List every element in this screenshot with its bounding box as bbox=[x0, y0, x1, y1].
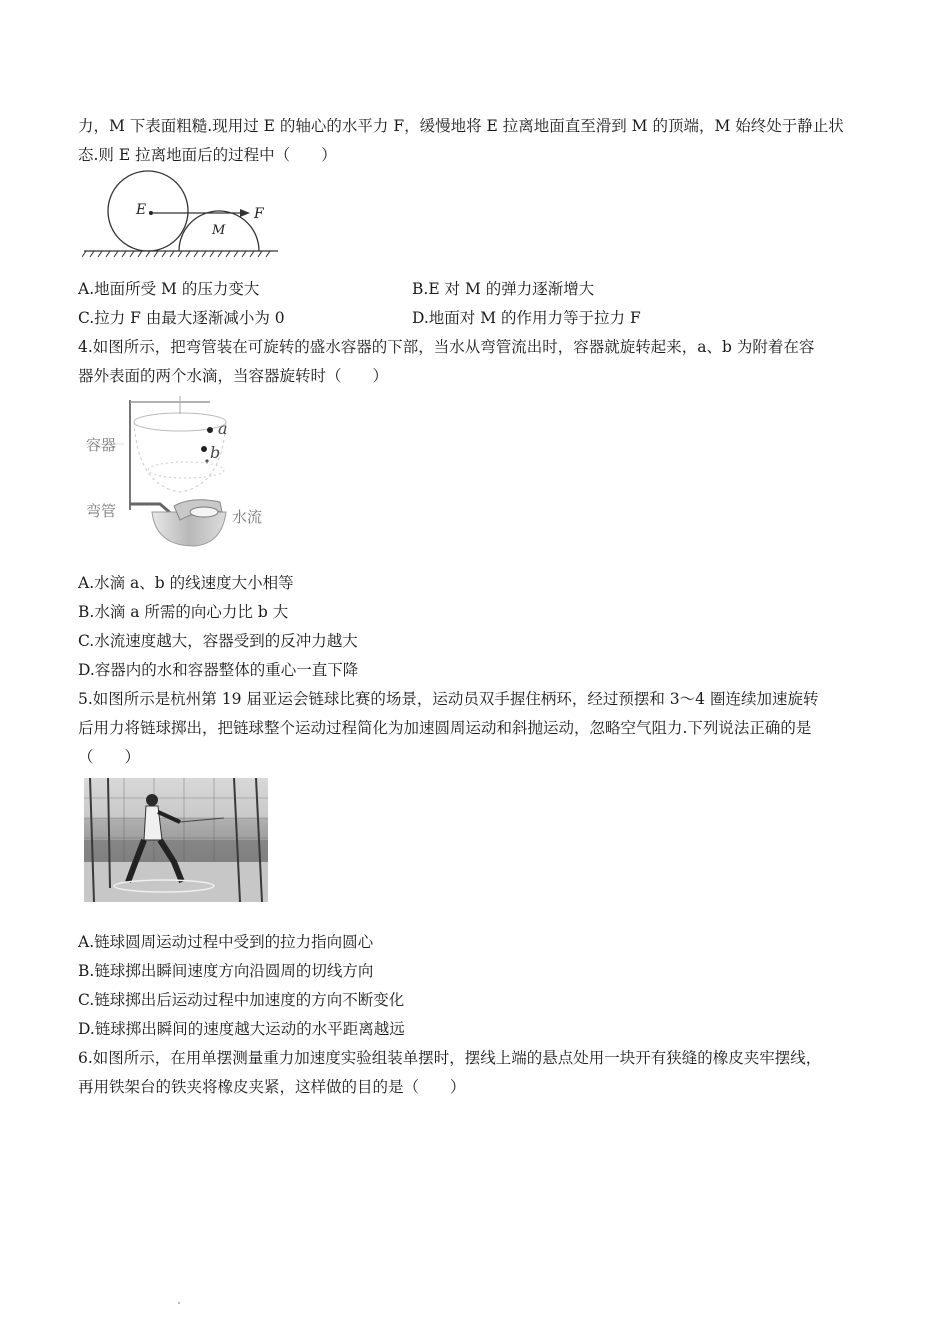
page-speck bbox=[178, 1302, 180, 1304]
force-f-arrowhead bbox=[240, 209, 250, 217]
label-m: M bbox=[212, 223, 226, 238]
q4-stem-line1: 4.如图所示，把弯管装在可旋转的盛水容器的下部，当水从弯管流出时，容器就旋转起来，a、b 为附着在容 bbox=[78, 338, 815, 356]
water-drop-b bbox=[201, 446, 207, 452]
water-drop-a bbox=[207, 427, 213, 433]
q3-stem-line1: 力，M 下表面粗糙.现用过 E 的轴心的水平力 F，缓慢地将 E 拉离地面直至滑到 M 的顶端，M 始终处于静止状 bbox=[78, 117, 844, 135]
container-band bbox=[148, 462, 224, 478]
nozzle bbox=[190, 507, 218, 517]
label-b: b bbox=[210, 443, 221, 462]
q5-option-c[interactable]: C.链球掷出后运动过程中加速度的方向不断变化 bbox=[78, 991, 405, 1009]
q3-option-a[interactable]: A.地面所受 M 的压力变大 bbox=[78, 280, 260, 298]
q4-option-d[interactable]: D.容器内的水和容器整体的重心一直下降 bbox=[78, 661, 359, 679]
q6-stem-line1: 6.如图所示，在用单摆测量重力加速度实验组装单摆时，摆线上端的悬点处用一块开有狭缝的橡皮夹牢摆线， bbox=[78, 1049, 822, 1067]
label-container: 容器 bbox=[86, 436, 117, 454]
label-f: F bbox=[254, 206, 264, 222]
q5-option-d[interactable]: D.链球掷出瞬间的速度越大运动的水平距离越远 bbox=[78, 1020, 405, 1038]
q6-stem-line2: 再用铁架台的铁夹将橡皮夹紧，这样做的目的是（ ） bbox=[78, 1078, 466, 1096]
q3-figure-cylinder-block bbox=[82, 170, 282, 262]
q3-stem-line2: 态.则 E 拉离地面后的过程中（ ） bbox=[78, 146, 337, 164]
label-a: a bbox=[218, 419, 228, 438]
q3-option-b[interactable]: B.E 对 M 的弹力逐渐增大 bbox=[412, 280, 595, 298]
label-bent-pipe: 弯管 bbox=[86, 502, 117, 520]
cylinder-e bbox=[108, 171, 188, 251]
q5-photo-hammer-throw bbox=[84, 778, 268, 902]
q4-option-a[interactable]: A.水滴 a、b 的线速度大小相等 bbox=[78, 574, 294, 592]
label-water-flow: 水流 bbox=[232, 508, 263, 526]
q5-stem-line1: 5.如图所示是杭州第 19 届亚运会链球比赛的场景，运动员双手握住柄环，经过预摆和 3～4 圈连续加速旋转 bbox=[78, 690, 819, 708]
q4-figure-rotating-container bbox=[82, 394, 268, 548]
q5-stem-line3: （ ） bbox=[78, 748, 141, 766]
q5-stem-line2: 后用力将链球掷出，把链球整个运动过程简化为加速圆周运动和斜抛运动，忽略空气阻力.下列说法正确的是 bbox=[78, 719, 812, 737]
q5-option-a[interactable]: A.链球圆周运动过程中受到的拉力指向圆心 bbox=[78, 933, 374, 951]
q4-option-b[interactable]: B.水滴 a 所需的向心力比 b 大 bbox=[78, 603, 289, 621]
small-drop bbox=[205, 459, 208, 462]
label-e: E bbox=[136, 202, 147, 218]
q4-stem-line2: 器外表面的两个水滴，当容器旋转时（ ） bbox=[78, 367, 389, 385]
q3-option-c[interactable]: C.拉力 F 由最大逐渐减小为 0 bbox=[78, 309, 285, 327]
water-basin bbox=[152, 512, 226, 546]
q3-option-d[interactable]: D.地面对 M 的作用力等于拉力 F bbox=[412, 309, 641, 327]
q4-option-c[interactable]: C.水流速度越大，容器受到的反冲力越大 bbox=[78, 632, 358, 650]
q5-option-b[interactable]: B.链球掷出瞬间速度方向沿圆周的切线方向 bbox=[78, 962, 374, 980]
